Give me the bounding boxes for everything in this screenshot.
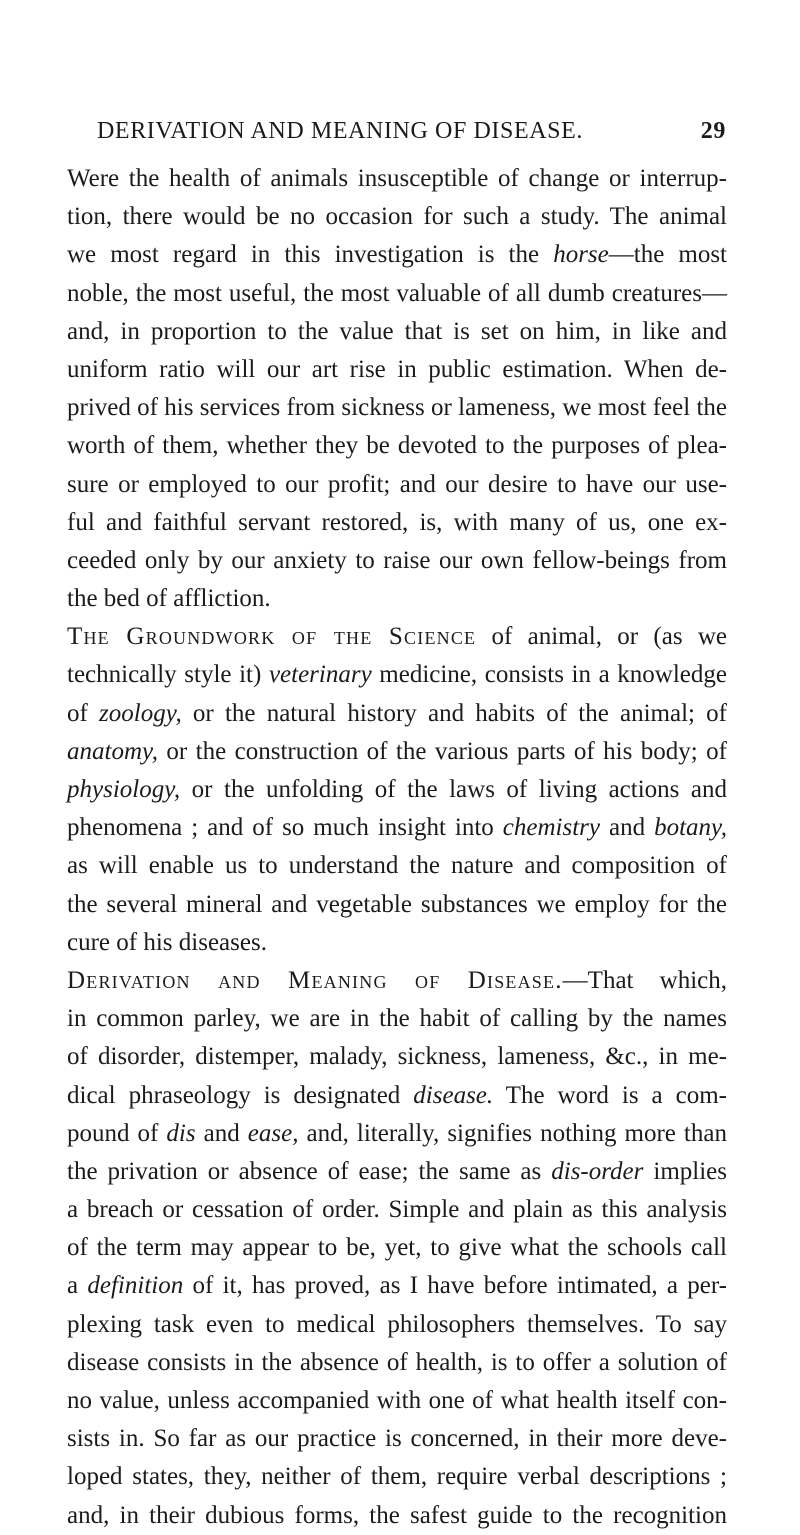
text-line — [67, 962, 727, 1000]
text-segment: cure of his diseases. — [67, 928, 267, 956]
text-segment: the privation or absence of ease; the same as — [67, 1157, 552, 1185]
text-segment: sists in. So far as our practice is concerned, in their more deve- — [67, 1425, 727, 1453]
body-text — [67, 160, 727, 1535]
text-segment: phenomena ; and of so much insight into — [67, 814, 503, 842]
text-segment: of it, has proved, as I have before intimated, a per- — [183, 1272, 727, 1300]
text-line — [67, 236, 727, 274]
text-segment: worth of them, whether they be devoted to the purposes of plea- — [67, 432, 727, 460]
italic-text: dis-order — [551, 1157, 644, 1185]
text-segment: of disorder, distemper, malady, sickness, lameness, &c., in me- — [67, 1043, 727, 1071]
text-segment: of — [67, 699, 100, 727]
italic-text: dis — [166, 1119, 196, 1147]
page-number: 29 — [700, 118, 726, 144]
text-segment: and, literally, signifies nothing more than — [298, 1119, 727, 1147]
text-line — [67, 656, 727, 694]
text-segment: prived of his services from sickness or lameness, we most feel the — [67, 394, 727, 422]
text-segment: The word is a com- — [493, 1081, 727, 1109]
italic-text: botany, — [654, 814, 727, 842]
text-segment: in common parley, we are in the habit of calling by the names — [67, 1005, 727, 1033]
text-segment: ceeded only by our anxiety to raise our own fellow-beings from — [67, 546, 727, 574]
text-segment: noble, the most useful, the most valuable of all dumb creatures— — [67, 279, 727, 307]
text-segment: or the natural history and habits of the animal; of — [181, 699, 728, 727]
text-line — [67, 695, 727, 733]
text-segment: loped states, they, neither of them, require verbal descriptions ; — [67, 1463, 727, 1491]
text-line — [67, 1229, 727, 1267]
text-segment: medicine, consists in a knowledge — [371, 661, 727, 689]
text-line — [67, 1306, 727, 1344]
text-line — [67, 733, 727, 771]
text-segment: the several mineral and vegetable substances we employ for the — [67, 890, 727, 918]
text-segment: no value, unless accompanied with one of what health itself con- — [67, 1387, 727, 1414]
text-segment: implies — [643, 1157, 727, 1185]
text-line — [67, 1497, 727, 1535]
text-segment: plexing task even to medical philosophers themselves. To say — [67, 1310, 727, 1338]
text-line — [67, 313, 727, 351]
italic-text: chemistry — [502, 814, 600, 842]
running-head — [68, 116, 726, 146]
text-line — [67, 275, 727, 313]
text-line — [67, 1191, 727, 1229]
text-segment: dical phraseology is designated — [67, 1081, 414, 1109]
italic-text: horse — [553, 241, 609, 269]
text-segment: or the unfolding of the laws of living actions and — [180, 776, 727, 803]
text-line — [67, 1267, 727, 1305]
italic-text: physiology, — [67, 776, 181, 803]
text-segment: the bed of affliction. — [67, 585, 271, 613]
text-line — [67, 1382, 727, 1420]
text-line — [67, 1000, 727, 1038]
text-segment: and, in their dubious forms, the safest guide to the recognition — [67, 1501, 727, 1529]
text-segment: —That which, — [562, 966, 727, 994]
text-segment: a breach or cessation of order. Simple and plain as this analysis — [67, 1196, 727, 1224]
text-line — [67, 1344, 727, 1382]
text-segment: or the construction of the various parts of his body; of — [157, 737, 727, 765]
text-segment: of animal, or (as we — [476, 623, 728, 651]
text-line — [67, 198, 727, 236]
section-heading: The Groundwork of the Science — [67, 623, 477, 651]
text-segment: of the term may appear to be, yet, to give what the schools call — [67, 1234, 727, 1262]
text-line — [67, 1115, 727, 1153]
italic-text: disease. — [413, 1081, 494, 1109]
text-segment: technically style it) — [67, 661, 269, 689]
italic-text: ease, — [247, 1119, 299, 1147]
italic-text: definition — [87, 1272, 184, 1300]
text-line — [67, 809, 727, 847]
text-line — [67, 618, 727, 656]
text-segment: pound of — [67, 1119, 167, 1147]
text-segment: Were the health of animals insusceptible of change or interrup- — [67, 165, 727, 192]
italic-text: veterinary — [268, 661, 372, 689]
text-line — [67, 580, 727, 618]
italic-text: anatomy, — [67, 737, 158, 765]
text-segment: ful and faithful servant restored, is, with many of us, one ex- — [67, 508, 727, 536]
text-line — [67, 924, 727, 962]
text-segment: —the most — [608, 241, 727, 269]
text-line — [67, 504, 727, 542]
text-line — [67, 1077, 727, 1115]
text-line — [67, 1458, 727, 1496]
text-segment: sure or employed to our profit; and our desire to have our use- — [67, 470, 727, 498]
text-line — [67, 1153, 727, 1191]
text-line — [67, 847, 727, 885]
text-line — [67, 160, 727, 198]
text-segment: disease consists in the absence of health, is to offer a solution of — [67, 1348, 727, 1376]
text-segment: uniform ratio will our art rise in public estimation. When de- — [67, 355, 727, 383]
text-line — [67, 351, 727, 389]
text-line — [67, 427, 727, 465]
text-segment: we most regard in this investigation is the — [67, 241, 554, 269]
text-segment: as will enable us to understand the nature and composition of — [67, 852, 727, 880]
text-line — [67, 542, 727, 580]
section-heading: Derivation and Meaning of Disease. — [67, 966, 563, 994]
text-segment: a — [67, 1272, 88, 1300]
text-segment: and, in proportion to the value that is set on him, in like and — [67, 317, 727, 345]
text-line — [67, 466, 727, 504]
text-line — [67, 389, 727, 427]
text-segment: and — [195, 1119, 248, 1147]
italic-text: zoology, — [99, 699, 182, 727]
text-segment: and — [599, 814, 655, 842]
running-title: DERIVATION AND MEANING OF DISEASE. — [97, 118, 583, 144]
text-segment: tion, there would be no occasion for such a study. The animal — [67, 203, 727, 231]
text-line — [67, 886, 727, 924]
text-line — [67, 1038, 727, 1076]
text-line — [67, 771, 727, 809]
